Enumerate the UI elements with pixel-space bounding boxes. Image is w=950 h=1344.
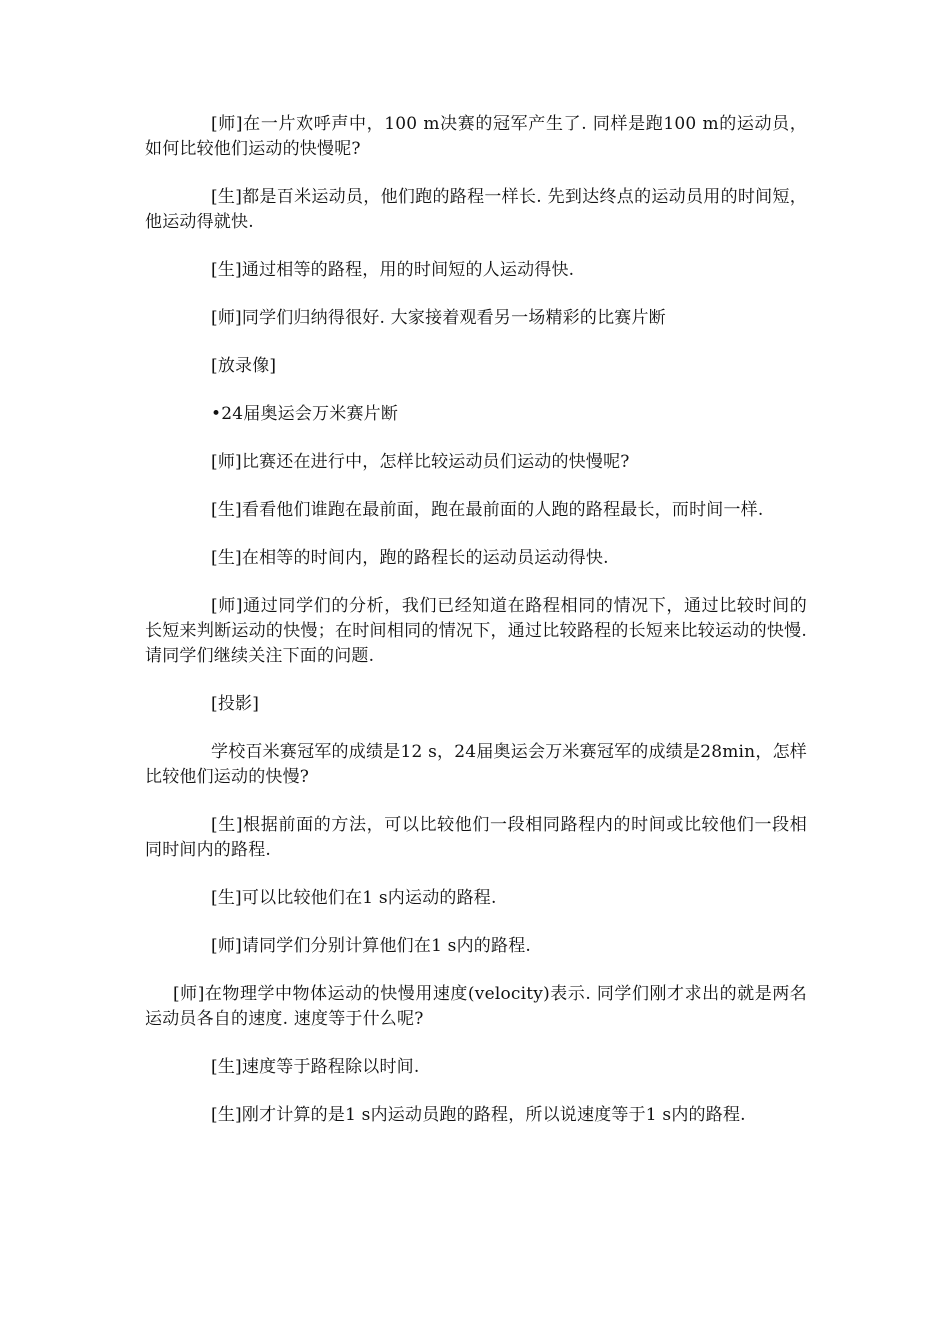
paragraph-student-speed-definition: [生]速度等于路程除以时间. bbox=[211, 1057, 420, 1077]
paragraph-olympic-10000m: •24届奥运会万米赛片断 bbox=[211, 404, 399, 424]
paragraph-teacher-next-race: [师]同学们归纳得很好. 大家接着观看另一场精彩的比赛片断 bbox=[211, 308, 666, 328]
paragraph-student-method: [生]根据前面的方法，可以比较他们一段相同路程内的时间或比较他们一段相同时间内的路程. bbox=[145, 815, 807, 860]
document-page bbox=[145, 112, 807, 1151]
paragraph-teacher-velocity: [师]在物理学中物体运动的快慢用速度(velocity)表示. 同学们刚才求出的就是两名运动员各自的速度. 速度等于什么呢? bbox=[145, 984, 807, 1029]
paragraph-teacher-100m-final: [师]在一片欢呼声中，100 m决赛的冠军产生了. 同样是跑100 m的运动员，如何比较他们运动的快慢呢? bbox=[145, 114, 807, 159]
paragraph-play-video: [放录像] bbox=[211, 356, 277, 376]
paragraph-teacher-calculate: [师]请同学们分别计算他们在1 s内的路程. bbox=[211, 936, 532, 956]
paragraph-student-who-leads: [生]看看他们谁跑在最前面，跑在最前面的人跑的路程最长，而时间一样. bbox=[211, 500, 764, 520]
paragraph-teacher-race-ongoing: [师]比赛还在进行中，怎样比较运动员们运动的快慢呢? bbox=[211, 452, 630, 472]
paragraph-student-same-distance: [生]都是百米运动员，他们跑的路程一样长. 先到达终点的运动员用的时间短，他运动得就快. bbox=[145, 187, 807, 232]
paragraph-student-one-second: [生]可以比较他们在1 s内运动的路程. bbox=[211, 888, 497, 908]
paragraph-student-speed-one-second: [生]刚才计算的是1 s内运动员跑的路程，所以说速度等于1 s内的路程. bbox=[211, 1105, 746, 1125]
paragraph-question-champions: 学校百米赛冠军的成绩是12 s，24届奥运会万米赛冠军的成绩是28min，怎样比较他们运动的快慢? bbox=[145, 742, 807, 787]
paragraph-student-equal-time: [生]在相等的时间内，跑的路程长的运动员运动得快. bbox=[211, 548, 609, 568]
paragraph-student-equal-distance: [生]通过相等的路程，用的时间短的人运动得快. bbox=[211, 260, 575, 280]
paragraph-projection: [投影] bbox=[211, 694, 260, 714]
paragraph-teacher-analysis: [师]通过同学们的分析，我们已经知道在路程相同的情况下，通过比较时间的长短来判断运动的快慢；在时间相同的情况下，通过比较路程的长短来比较运动的快慢. 请同学们继续关注下面的问题. bbox=[145, 596, 807, 666]
